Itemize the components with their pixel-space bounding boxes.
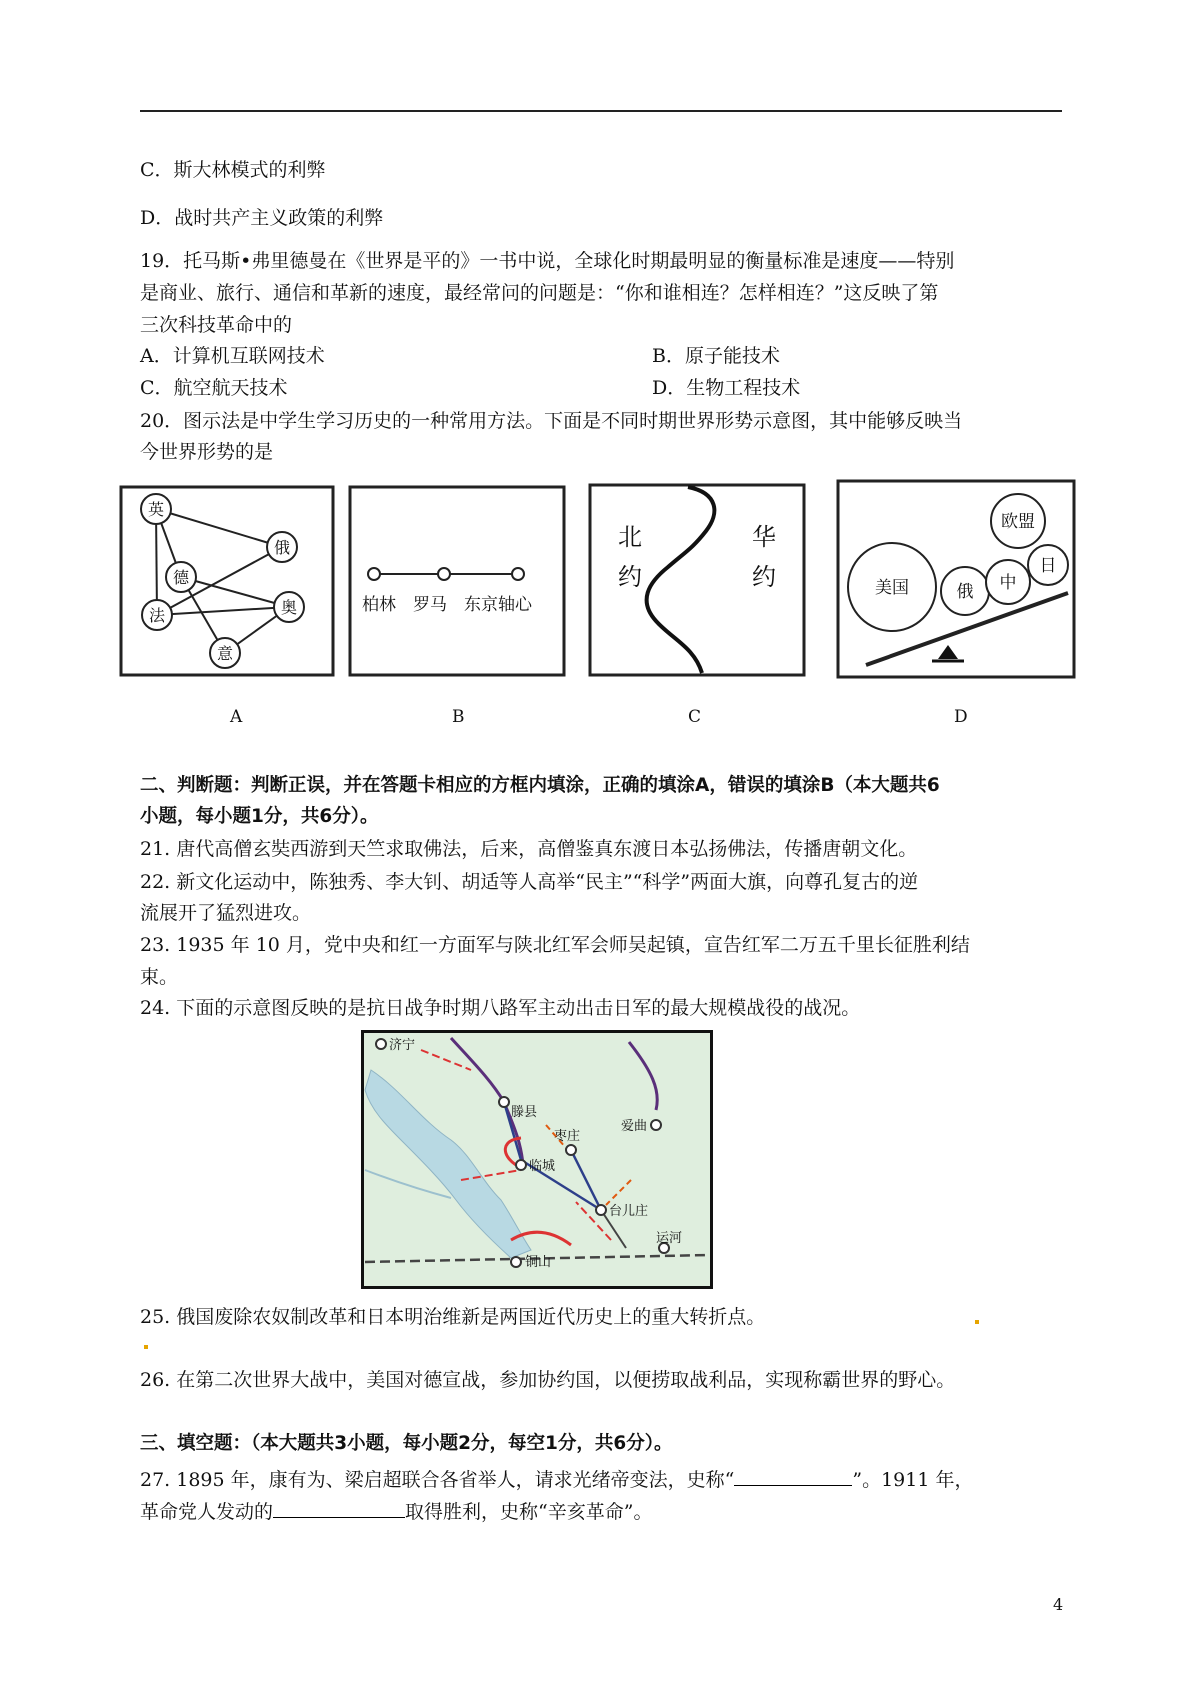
q27-text-part1: 27. 1895 年，康有为、梁启超联合各省举人，请求光绪帝变法，史称“ (140, 1469, 735, 1491)
q27-blank-2[interactable] (273, 1497, 405, 1518)
q27-line2-part1: 革命党人发动的 (140, 1501, 274, 1523)
q18-option-d: D．战时共产主义政策的利弊 (140, 207, 384, 229)
map-place-lincheng: 临城 (529, 1159, 556, 1174)
figure-c-label: C (688, 707, 702, 727)
map-place-yunhe: 运河 (656, 1231, 683, 1246)
map-place-jining: 济宁 (389, 1038, 416, 1053)
q19-line1: 19．托马斯•弗里德曼在《世界是平的》一书中说，全球化时期最明显的衡量标准是速度——特别 (140, 250, 955, 272)
q22-line2: 流展开了猛烈进攻。 (140, 902, 312, 924)
figure-d-label: D (954, 707, 968, 727)
q27-line1 (140, 1465, 973, 1492)
figure-d (836, 479, 1076, 679)
q19-line3: 三次科技革命中的 (140, 314, 293, 336)
q26: 26. 在第二次世界大战中，美国对德宣战，参加协约国，以便捞取战利品，实现称霸世界的野心。 (140, 1369, 956, 1391)
fig-d-node-russia: 俄 (956, 582, 974, 602)
q27-line2-part2: 取得胜利，史称“辛亥革命”。 (405, 1501, 653, 1523)
q20-line2: 今世界形势的是 (140, 441, 274, 463)
fig-c-right2: 约 (752, 563, 776, 591)
fig-c-right1: 华 (752, 523, 776, 551)
figure-b (348, 485, 566, 677)
map-place-taierzhuang: 台儿庄 (609, 1204, 649, 1219)
scan-dot (975, 1320, 979, 1324)
q27-text-part2: ”。1911 年， (852, 1469, 974, 1491)
map-place-tongshan: 铜山 (525, 1255, 552, 1270)
fig-a-node-ying: 英 (147, 500, 165, 519)
figure-c (588, 483, 806, 677)
fig-a-node-de: 德 (172, 568, 190, 587)
fig-d-node-china: 中 (999, 573, 1017, 593)
fig-d-node-eu: 欧盟 (1001, 512, 1035, 532)
q23-line2: 束。 (140, 966, 179, 988)
fig-a-node-fa: 法 (148, 606, 166, 625)
q19-line2: 是商业、旅行、通信和革新的速度，最经常问的问题是：“你和谁相连？怎样相连？”这反映了第 (140, 282, 939, 304)
fig-c-left2: 约 (618, 563, 642, 591)
q19-option-b: B．原子能技术 (652, 345, 780, 367)
figure-a-label: A (230, 707, 243, 727)
q27-line2 (140, 1497, 652, 1524)
map-place-aiqu: 爱曲 (621, 1119, 648, 1134)
q20-line1: 20．图示法是中学生学习历史的一种常用方法。下面是不同时期世界形势示意图，其中能够反映当 (140, 410, 963, 432)
q22-line1: 22. 新文化运动中，陈独秀、李大钊、胡适等人高举“民主”“科学”两面大旗，向尊孔复古的逆 (140, 871, 919, 893)
q18-option-c: C．斯大林模式的利弊 (140, 159, 326, 181)
map-place-zaozhuang: 枣庄 (554, 1129, 581, 1144)
fig-d-node-usa: 美国 (875, 578, 909, 598)
q19-option-a: A．计算机互联网技术 (140, 345, 325, 367)
q21: 21. 唐代高僧玄奘西游到天竺求取佛法，后来，高僧鉴真东渡日本弘扬佛法，传播唐朝文化。 (140, 838, 918, 860)
section3-heading: 三、填空题：（本大题共3小题，每小题2分，每空1分，共6分）。 (140, 1433, 673, 1454)
header-rule (140, 110, 1062, 112)
q19-option-d: D．生物工程技术 (652, 377, 801, 399)
figure-a (119, 485, 335, 677)
map-place-tengxian: 滕县 (511, 1105, 538, 1120)
fig-a-node-ao: 奥 (280, 598, 298, 617)
q19-option-c: C．航空航天技术 (140, 377, 288, 399)
battle-map (361, 1030, 713, 1289)
page-number: 4 (1053, 1595, 1064, 1614)
q23-line1: 23. 1935 年 10 月，党中央和红一方面军与陕北红军会师吴起镇，宣告红军二万五千里长征胜利结 (140, 934, 970, 956)
fig-a-node-e: 俄 (273, 538, 291, 557)
fig-c-left1: 北 (618, 523, 642, 551)
fig-a-node-yi: 意 (216, 644, 234, 663)
section2-heading-line2: 小题，每小题1分，共6分）。 (140, 806, 379, 827)
q24: 24. 下面的示意图反映的是抗日战争时期八路军主动出击日军的最大规模战役的战况。 (140, 997, 861, 1019)
q27-blank-1[interactable] (734, 1465, 852, 1486)
scan-dot (144, 1345, 148, 1349)
q25: 25. 俄国废除农奴制改革和日本明治维新是两国近代历史上的重大转折点。 (140, 1306, 766, 1328)
fig-d-node-japan: 日 (1039, 556, 1057, 576)
figure-b-label: B (452, 707, 465, 727)
section2-heading-line1: 二、判断题：判断正误，并在答题卡相应的方框内填涂，正确的填涂A，错误的填涂B（本大题共6 (140, 775, 940, 796)
fig-b-axis-text: 柏林 罗马 东京轴心 (362, 595, 532, 615)
